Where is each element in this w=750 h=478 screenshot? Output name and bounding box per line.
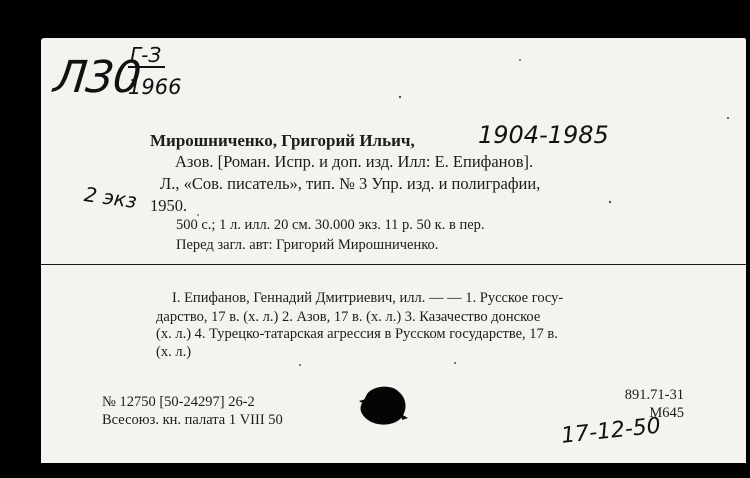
tracing-line-1: I. Епифанов, Геннадий Дмитриевич, илл. — — 1. Русское госу-	[172, 290, 564, 306]
title-line-1: Азов. [Роман. Испр. и доп. изд. Илл: Е. Епифанов].	[175, 152, 534, 171]
footer-left-line-2: Всесоюз. кн. палата 1 VIII 50	[102, 412, 283, 428]
title-line-3: 1950.	[150, 196, 188, 215]
tracing-line-3: (х. л.) 4. Турецко-татарская агрессия в Русском государстве, 17 в.	[156, 326, 558, 342]
author-name: Мирошниченко, Григорий Ильич,	[150, 131, 415, 150]
scan-line	[0, 264, 750, 265]
tracing-line-2: дарство, 17 в. (х. л.) 2. Азов, 17 в. (х. л.) 3. Казачество донское	[156, 309, 541, 325]
physical-line-1: 500 с.; 1 л. илл. 20 см. 30.000 экз. 11 р. 50 к. в пер.	[176, 217, 485, 233]
footer-left-line-1: № 12750 [50-24297] 26-2	[102, 394, 255, 410]
shelfmark-fraction-top: Г-З	[128, 44, 165, 68]
author-years: 1904-1985	[478, 121, 609, 149]
shelfmark-main: Л30	[51, 52, 143, 103]
shelfmark-fraction-bottom: 1966	[128, 75, 182, 99]
ink-blot-icon	[356, 384, 410, 426]
physical-line-2: Перед загл. авт: Григорий Мирошниченко.	[176, 237, 439, 253]
margin-note: 2 экз	[82, 182, 139, 214]
footer-right-line-1: 891.71-31	[624, 387, 684, 403]
date-note: 17-12-50	[560, 413, 662, 449]
tracing-line-4: (х. л.)	[156, 344, 192, 360]
title-line-2: Л., «Сов. писатель», тип. № 3 Упр. изд. и полиграфии,	[160, 174, 541, 193]
footer-right-line-2: M645	[649, 405, 684, 421]
